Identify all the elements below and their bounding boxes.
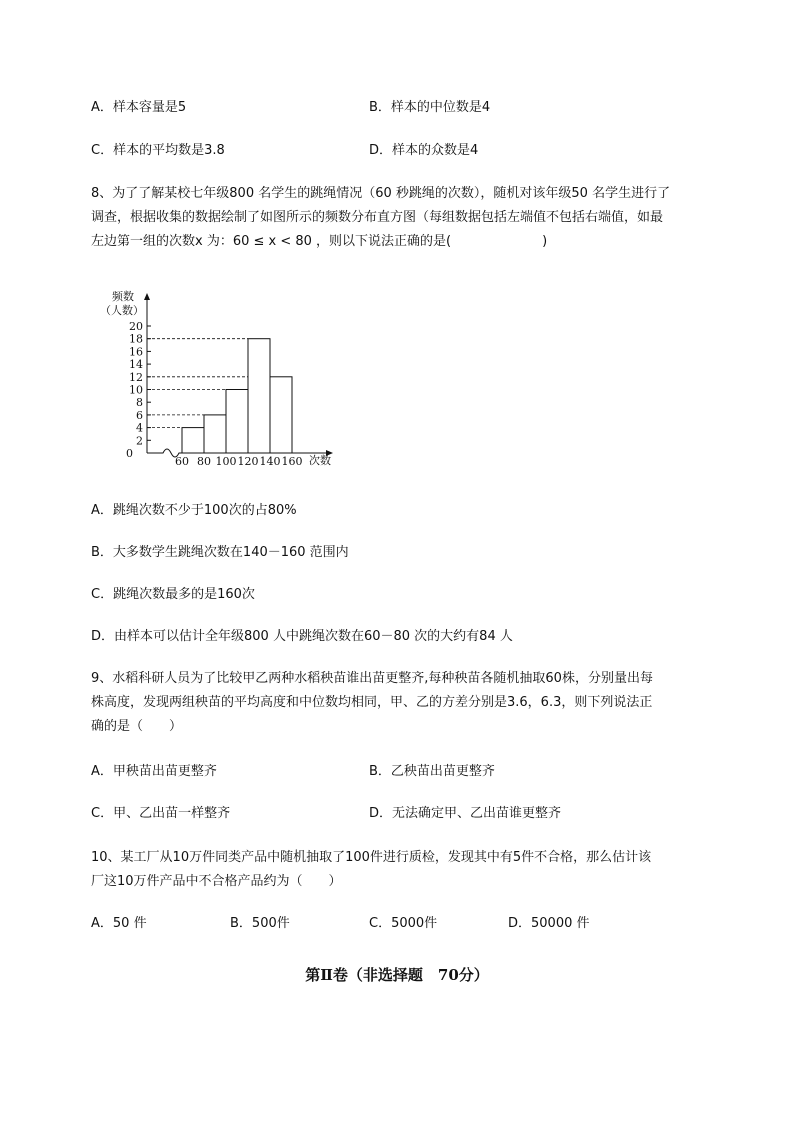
q8-option-b: B．大多数学生跳绳次数在140－160 范围内 — [91, 545, 349, 560]
histogram-bar — [226, 390, 248, 454]
q10-option-d: D．50000 件 — [508, 916, 590, 931]
y-tick-label: 10 — [129, 383, 143, 397]
q10-option-c: C．5000件 — [369, 916, 438, 931]
q10-stem-line-1: 10、某工厂从10万件同类产品中随机抽取了100件进行质检，发现其中有5件不合格，那么估计该 — [91, 850, 652, 865]
section-title: 第Ⅱ卷（非选择题 70分） — [305, 966, 489, 984]
q9-stem-line-1: 9、水稻科研人员为了比较甲乙两种水稻秧苗谁出苗更整齐,每种秧苗各随机抽取60株，分别量出每 — [91, 671, 653, 686]
chart-bars — [182, 339, 292, 453]
y-axis-label-1: 频数 — [112, 290, 134, 303]
q9-stem-line-2: 株高度，发现两组秧苗的平均高度和中位数均相同，甲、乙的方差分别是3.6，6.3，则下列说法正 — [91, 695, 653, 710]
y-axis-label-2: （人数） — [100, 304, 144, 317]
q10-stem — [91, 846, 751, 894]
y-tick-label: 2 — [136, 434, 143, 448]
q8-option-a: A．跳绳次数不少于100次的占80% — [91, 503, 297, 518]
q9-option-a: A．甲秧苗出苗更整齐 — [91, 764, 217, 779]
q8-stem-line-1: 8、为了了解某校七年级800 名学生的跳绳情况（60 秒跳绳的次数），随机对该年级50 名学生进行了 — [91, 186, 671, 201]
x-tick-label: 100 — [215, 455, 237, 468]
x-tick-label: 160 — [281, 455, 303, 468]
q8-stem-line-2: 调查，根据收集的数据绘制了如图所示的频数分布直方图（每组数据包括左端值不包括右端值，如最 — [91, 210, 664, 225]
x-tick-label: 80 — [197, 455, 211, 468]
q7-option-c: C．样本的平均数是3.8 — [91, 143, 225, 158]
q9-option-c: C．甲、乙出苗一样整齐 — [91, 806, 231, 821]
origin-label: 0 — [126, 447, 133, 460]
q8-option-c: C．跳绳次数最多的是160次 — [91, 587, 255, 602]
y-tick-label: 16 — [129, 345, 143, 359]
q8-option-d: D．由样本可以估计全年级800 人中跳绳次数在60－80 次的大约有84 人 — [91, 629, 513, 644]
q10-option-b: B．500件 — [230, 916, 290, 931]
q8-stem — [91, 182, 751, 254]
x-axis-label: 次数 — [309, 454, 331, 467]
y-tick-label: 20 — [129, 320, 143, 333]
q8-stem-line-3: 左边第一组的次数x 为：60 ≤ x < 80 ，则以下说法正确的是( ) — [91, 234, 548, 249]
x-tick-label: 120 — [237, 455, 259, 468]
q7-option-a: A．样本容量是5 — [91, 100, 187, 115]
histogram-bar — [270, 377, 292, 453]
q9-stem-line-3: 确的是（ ） — [91, 719, 183, 734]
q9-option-d: D．无法确定甲、乙出苗谁更整齐 — [369, 806, 562, 821]
q10-option-a: A．50 件 — [91, 916, 147, 931]
q9-stem — [91, 667, 751, 739]
y-tick-label: 4 — [136, 421, 143, 435]
q7-option-d: D．样本的众数是4 — [369, 143, 479, 158]
y-tick-label: 12 — [129, 370, 143, 384]
y-tick-label: 18 — [129, 332, 143, 346]
histogram-chart — [100, 288, 350, 473]
chart-x-ticks — [175, 455, 303, 468]
y-tick-label: 8 — [136, 396, 143, 410]
q7-option-b: B．样本的中位数是4 — [369, 100, 491, 115]
q10-stem-line-2: 厂这10万件产品中不合格产品约为（ ） — [91, 874, 342, 889]
q9-option-b: B．乙秧苗出苗更整齐 — [369, 764, 495, 779]
histogram-bar — [248, 339, 270, 453]
y-tick-label: 6 — [136, 408, 143, 422]
y-axis-arrow — [144, 293, 150, 300]
x-tick-label: 140 — [259, 455, 281, 468]
histogram-bar — [204, 415, 226, 453]
y-tick-label: 14 — [129, 358, 143, 372]
histogram-bar — [182, 428, 204, 453]
x-tick-label: 60 — [175, 455, 189, 468]
